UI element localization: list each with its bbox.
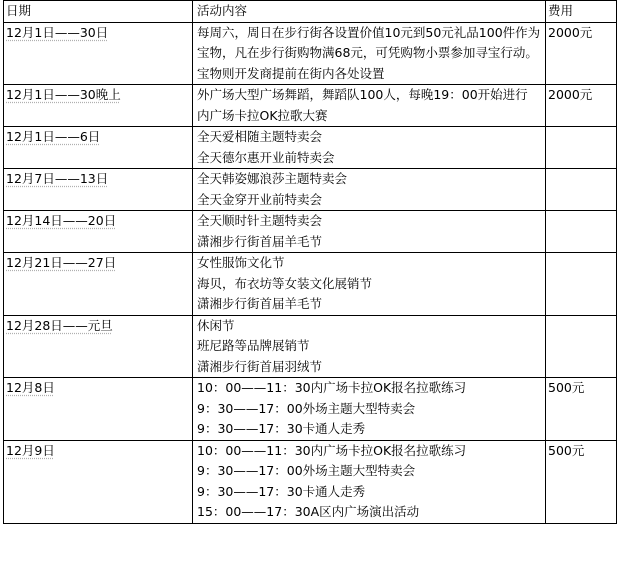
date-text: 12月21日——27日 [6, 255, 117, 270]
header-date: 日期 [4, 1, 193, 23]
table-row [4, 253, 617, 316]
content-line: 9：30——17：30卡通人走秀 [197, 421, 366, 436]
content-line: 班尼路等品牌展销节 [197, 338, 310, 353]
content-cell [193, 378, 546, 441]
fee-cell [546, 253, 617, 316]
content-line: 每周六，周日在步行街各设置价值10元到50元礼品100件作为宝物，凡在步行街购物满68元，可凭购物小票参加寻宝行动。宝物则开发商提前在街内各处设置 [197, 24, 541, 81]
content-cell [193, 169, 546, 211]
fee-cell: 500元 [546, 440, 617, 523]
schedule-table [3, 0, 617, 524]
table-row [4, 127, 617, 169]
fee-cell [546, 315, 617, 378]
date-text: 12月9日 [6, 442, 55, 458]
table-row [4, 85, 617, 127]
date-text: 12月14日——20日 [6, 213, 117, 228]
header-fee: 费用 [546, 1, 617, 23]
date-cell [4, 22, 193, 85]
content-cell [193, 127, 546, 169]
table-row [4, 440, 617, 523]
table-row [4, 315, 617, 378]
date-text: 12月1日——30晚上 [6, 87, 121, 102]
header-row [4, 1, 617, 23]
table-row [4, 211, 617, 253]
table-row [4, 378, 617, 441]
content-line: 全天顺时针主题特卖会 [197, 213, 323, 228]
content-line: 海贝，布衣坊等女装文化展销节 [197, 275, 373, 291]
content-cell [193, 253, 546, 316]
content-line: 9：30——17：00外场主题大型特卖会 [197, 463, 416, 478]
content-line: 10：00——11：30内广场卡拉OK报名拉歌练习 [197, 442, 467, 458]
date-text: 12月7日——13日 [6, 171, 109, 186]
content-line: 休闲节 [197, 317, 235, 333]
header-content: 活动内容 [193, 1, 546, 23]
content-line: 全天德尔惠开业前特卖会 [197, 149, 335, 165]
content-line: 15：00——17：30A区内广场演出活动 [197, 504, 420, 519]
content-line: 潇湘步行街首届羊毛节 [197, 233, 323, 249]
date-text: 12月1日——30日 [6, 24, 109, 40]
date-cell [4, 253, 193, 316]
content-line: 内广场卡拉OK拉歌大赛 [197, 107, 328, 123]
date-cell [4, 378, 193, 441]
content-line: 9：30——17：00外场主题大型特卖会 [197, 400, 416, 416]
content-cell [193, 211, 546, 253]
content-line: 潇湘步行街首届羽绒节 [197, 358, 323, 374]
content-cell [193, 440, 546, 523]
fee-cell: 2000元 [546, 85, 617, 127]
fee-cell [546, 127, 617, 169]
content-cell [193, 315, 546, 378]
content-line: 全天韩姿娜浪莎主题特卖会 [197, 171, 348, 186]
date-cell [4, 211, 193, 253]
date-cell [4, 315, 193, 378]
content-line: 9：30——17：30卡通人走秀 [197, 483, 366, 499]
content-cell [193, 85, 546, 127]
content-line: 潇湘步行街首届羊毛节 [197, 296, 323, 311]
content-line: 女性服饰文化节 [197, 255, 285, 270]
fee-cell: 2000元 [546, 22, 617, 85]
content-line: 外广场大型广场舞蹈，舞蹈队100人，每晚19：00开始进行 [197, 87, 528, 102]
date-cell [4, 85, 193, 127]
date-text: 12月8日 [6, 380, 55, 395]
date-cell [4, 127, 193, 169]
date-cell [4, 169, 193, 211]
table-row [4, 169, 617, 211]
table-row [4, 22, 617, 85]
content-line: 全天金穿开业前特卖会 [197, 191, 323, 207]
fee-cell: 500元 [546, 378, 617, 441]
fee-cell [546, 211, 617, 253]
content-line: 全天爱相随主题特卖会 [197, 129, 323, 144]
date-text: 12月28日——元旦 [6, 317, 113, 333]
content-line: 10：00——11：30内广场卡拉OK报名拉歌练习 [197, 380, 467, 395]
fee-cell [546, 169, 617, 211]
date-cell [4, 440, 193, 523]
content-cell [193, 22, 546, 85]
date-text: 12月1日——6日 [6, 129, 101, 144]
